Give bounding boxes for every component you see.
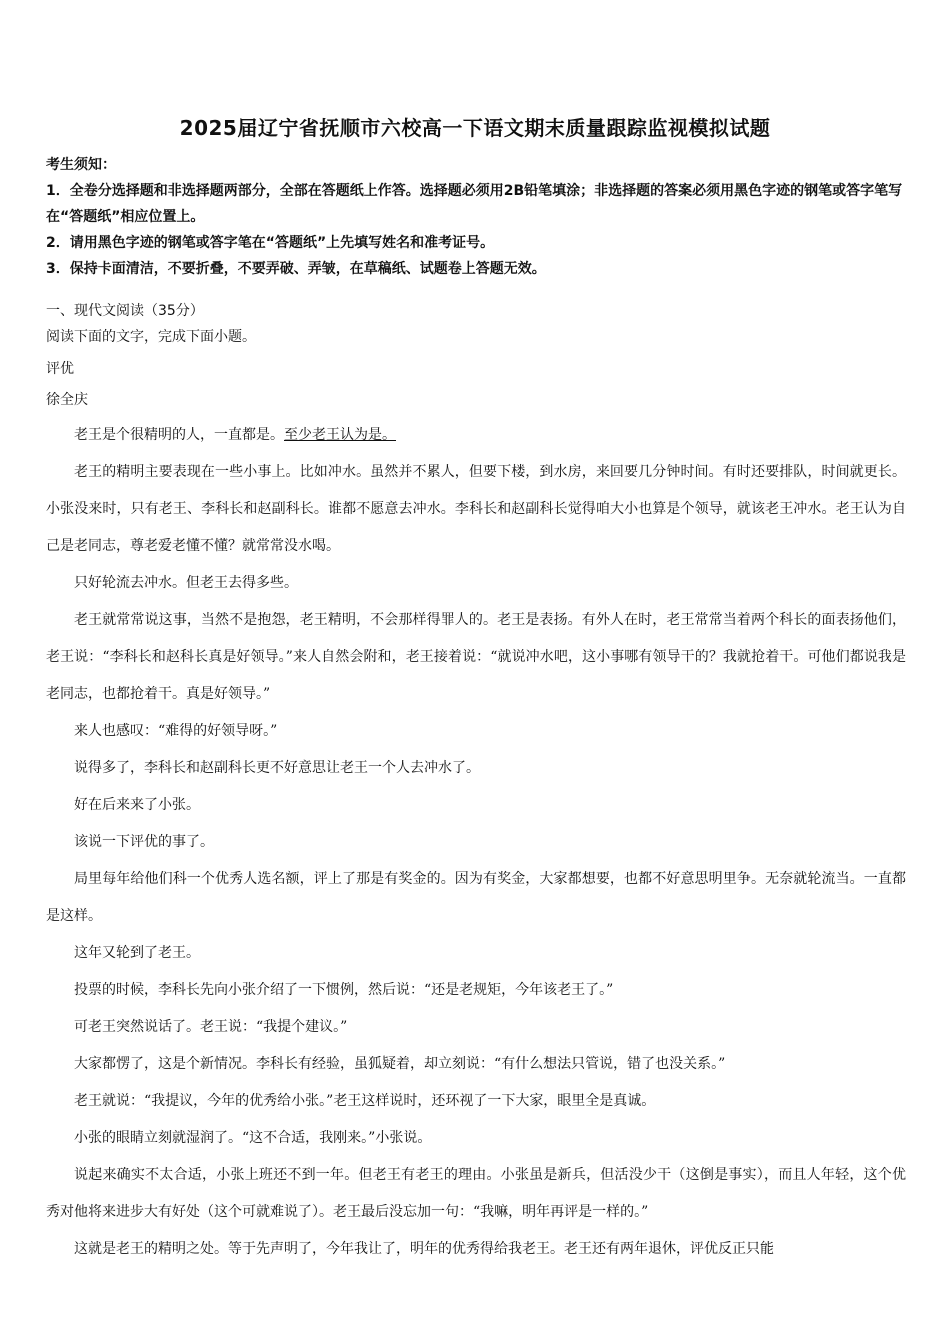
story-title: 评优 bbox=[46, 360, 74, 377]
story-paragraph: 投票的时候，李科长先向小张介绍了一下惯例，然后说：“还是老规矩，今年该老王了。” bbox=[74, 981, 614, 998]
story-paragraph: 可老王突然说话了。老王说：“我提个建议。” bbox=[74, 1018, 348, 1035]
story-paragraph: 老王就常常说这事，当然不是抱怨，老王精明，不会那样得罪人的。老王是表扬。有外人在时，老王常常当着两个科长的面表扬他们，老王说：“李科长和赵科长真是好领导。”来人自然会附和，老王接着说：“就说冲水吧，这小事哪有领导干的？我就抢着干。可他们都说我是老同志，也都抢着干。真是好领导。” bbox=[46, 611, 906, 702]
story-paragraph-1 bbox=[46, 417, 906, 454]
story-paragraph: 说得多了，李科长和赵副科长更不好意思让老王一个人去冲水了。 bbox=[74, 759, 480, 776]
story-paragraph: 说起来确实不太合适，小张上班还不到一年。但老王有老王的理由。小张虽是新兵，但活没少干（这倒是事实），而且人年轻，这个优秀对他将来进步大有好处（这个可就难说了）。老王最后没忘加一句：“我嘛，明年再评是一样的。” bbox=[46, 1166, 906, 1220]
story-paragraph: 这就是老王的精明之处。等于先声明了，今年我让了，明年的优秀得给我老王。老王还有两年退休，评优反正只能 bbox=[74, 1240, 774, 1257]
story-author: 徐全庆 bbox=[46, 392, 88, 408]
notice-item-1: 1．全卷分选择题和非选择题两部分，全部在答题纸上作答。选择题必须用2B铅笔填涂；非选择题的答案必须用黑色字迹的钢笔或答字笔写在“答题纸”相应位置上。 bbox=[46, 183, 903, 225]
candidate-notice bbox=[46, 152, 906, 282]
story-paragraph: 大家都愣了，这是个新情况。李科长有经验，虽狐疑着，却立刻说：“有什么想法只管说，错了也没关系。” bbox=[74, 1055, 726, 1072]
underlined-sentence: 至少老王认为是。 bbox=[284, 426, 396, 443]
notice-heading: 考生须知： bbox=[46, 157, 116, 173]
exam-title: 2025届辽宁省抚顺市六校高一下语文期末质量跟踪监视模拟试题 bbox=[179, 116, 771, 140]
story-paragraph: 只好轮流去冲水。但老王去得多些。 bbox=[74, 574, 298, 591]
notice-item-3: 3．保持卡面清洁，不要折叠，不要弄破、弄皱，在草稿纸、试题卷上答题无效。 bbox=[46, 261, 546, 277]
section-heading: 一、现代文阅读（35分） bbox=[46, 303, 204, 319]
section-instruction: 阅读下面的文字，完成下面小题。 bbox=[46, 329, 256, 345]
story-paragraph: 老王的精明主要表现在一些小事上。比如冲水。虽然并不累人，但要下楼，到水房，来回要几分钟时间。有时还要排队，时间就更长。小张没来时，只有老王、李科长和赵副科长。谁都不愿意去冲水。李科长和赵副科长觉得咱大小也算是个领导，就该老王冲水。老王认为自己是老同志，尊老爱老懂不懂？就常常没水喝。 bbox=[46, 463, 906, 554]
paragraph-text: 老王是个很精明的人，一直都是。 bbox=[74, 426, 284, 443]
story-paragraph: 小张的眼睛立刻就湿润了。“这不合适，我刚来。”小张说。 bbox=[74, 1129, 432, 1146]
story-paragraph: 好在后来来了小张。 bbox=[74, 796, 200, 813]
story-paragraph: 来人也感叹：“难得的好领导呀。” bbox=[74, 722, 278, 739]
story-paragraph: 该说一下评优的事了。 bbox=[74, 833, 214, 850]
reading-passage bbox=[46, 322, 906, 1268]
story-paragraph: 局里每年给他们科一个优秀人选名额，评上了那是有奖金的。因为有奖金，大家都想要，也都不好意思明里争。无奈就轮流当。一直都是这样。 bbox=[46, 870, 906, 924]
story-paragraph: 这年又轮到了老王。 bbox=[74, 944, 200, 961]
story-paragraph: 老王就说：“我提议，今年的优秀给小张。”老王这样说时，还环视了一下大家，眼里全是真诚。 bbox=[74, 1092, 656, 1109]
notice-item-2: 2．请用黑色字迹的钢笔或答字笔在“答题纸”上先填写姓名和准考证号。 bbox=[46, 235, 495, 251]
